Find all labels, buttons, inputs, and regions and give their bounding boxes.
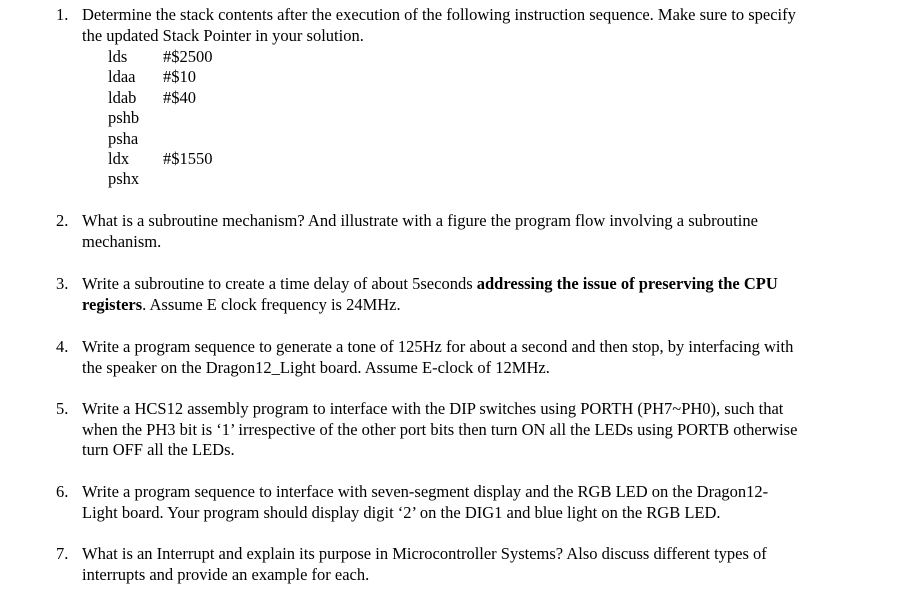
question-text: [82, 544, 876, 585]
question-text: [82, 399, 876, 461]
question-number: 1.: [56, 5, 69, 24]
question-number: 6.: [56, 482, 69, 501]
question-5: [56, 399, 876, 461]
question-4: [56, 337, 876, 378]
question-text: [82, 482, 876, 523]
question-line: the speaker on the Dragon12_Light board. Assume E-clock of 12MHz.: [82, 357, 550, 377]
opcode: lds: [108, 47, 128, 66]
question-line: Light board. Your program should display digit ‘2’ on the DIG1 and blue light on the RGB LED.: [82, 502, 721, 522]
opcode: ldx: [108, 148, 130, 168]
question-2: [56, 211, 876, 252]
question-number: 4.: [56, 337, 69, 356]
question-line: Determine the stack contents after the execution of the following instruction sequence. Make sure to specify: [82, 5, 796, 24]
opcode: ldab: [108, 87, 137, 107]
question-7: [56, 544, 876, 585]
question-text-bold: registers: [82, 294, 143, 314]
question-line: Write a program sequence to generate a tone of 125Hz for about a second and then stop, by interfacing with: [82, 337, 794, 356]
question-text-plain: . Assume E clock frequency is 24MHz.: [142, 294, 401, 314]
question-number: 3.: [56, 274, 69, 293]
question-text: [82, 5, 876, 46]
question-3: [56, 274, 876, 315]
question-line: turn OFF all the LEDs.: [82, 440, 235, 459]
opcode: ldaa: [108, 67, 136, 87]
operand: #$10: [163, 67, 196, 87]
opcode: pshb: [108, 108, 140, 128]
question-line: when the PH3 bit is ‘1’ irrespective of the other port bits then turn ON all the LEDs using PORTB otherwise: [82, 419, 798, 439]
question-number: 7.: [56, 544, 69, 563]
question-number: 5.: [56, 399, 69, 418]
question-line: What is a subroutine mechanism? And illustrate with a figure the program flow involving a subroutine: [82, 211, 758, 230]
opcode: psha: [108, 128, 139, 148]
question-1: [56, 5, 876, 46]
question-line: the updated Stack Pointer in your solution.: [82, 25, 364, 45]
question-line: Write a HCS12 assembly program to interface with the DIP switches using PORTH (PH7~PH0), such that: [82, 399, 784, 418]
question-6: [56, 482, 876, 523]
question-line: mechanism.: [82, 231, 162, 251]
operand: #$1550: [163, 148, 213, 168]
question-text: [82, 274, 876, 315]
question-text: [82, 211, 876, 252]
opcode: pshx: [108, 169, 140, 189]
question-text-bold: addressing the issue of preserving the CPU: [476, 274, 778, 293]
question-line: What is an Interrupt and explain its purpose in Microcontroller Systems? Also discuss different types of: [82, 544, 767, 563]
operand: #$2500: [163, 47, 213, 66]
question-text: [82, 337, 876, 378]
question-line: Write a program sequence to interface with seven-segment display and the RGB LED on the Dragon12-: [82, 482, 769, 501]
question-line: interrupts and provide an example for each.: [82, 564, 370, 584]
question-number: 2.: [56, 211, 69, 230]
operand: #$40: [163, 87, 196, 107]
question-line: [82, 295, 876, 316]
question-text-plain: Write a subroutine to create a time delay of about 5seconds: [82, 274, 477, 293]
question-line: [82, 274, 876, 295]
